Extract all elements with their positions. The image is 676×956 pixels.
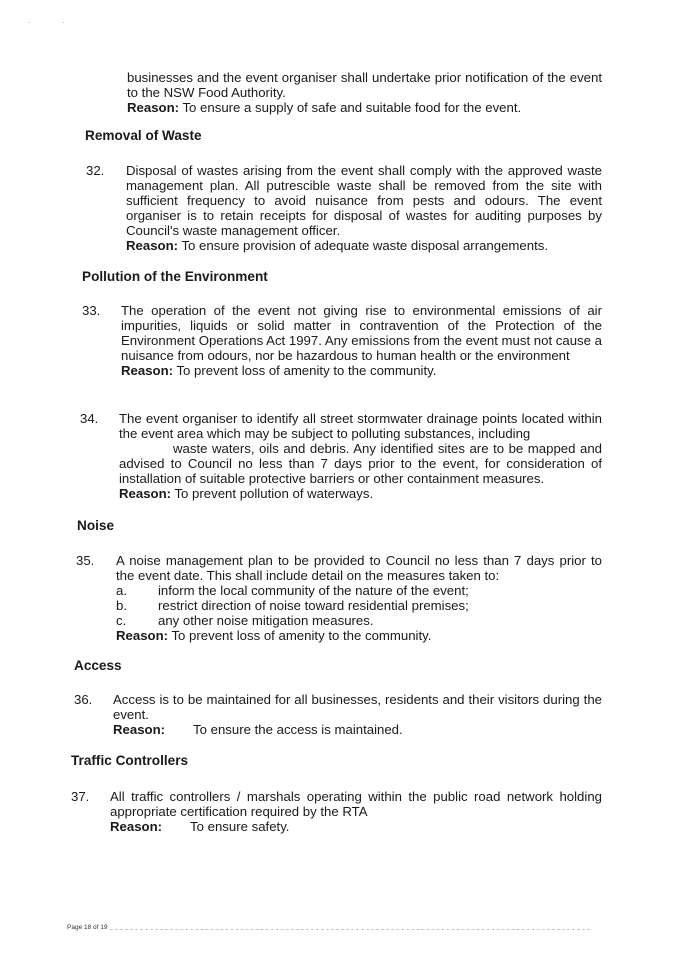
list-item: c. any other noise mitigation measures. [116, 613, 374, 628]
condition-text: A noise management plan to be provided to Council no less than 7 days prior to the event date. This shall include detail on the measures taken to: [116, 553, 602, 583]
condition-text: Disposal of wastes arising from the event shall comply with the approved waste management plan. All putrescible waste shall be removed from the site with sufficient frequency to avoid nuisance from pests and odours. The event organiser is to retain receipts for disposal of wastes for auditing purposes by Council's waste management officer. [126, 163, 602, 238]
heading-pollution-of-the-environment: Pollution of the Environment [82, 269, 268, 284]
condition-35 [116, 553, 602, 643]
condition-number: 35. [76, 553, 95, 568]
intro-block [127, 70, 602, 115]
condition-37 [110, 789, 602, 834]
condition-text: The operation of the event not giving rise to environmental emissions of air impurities, liquids or solid matter in contravention of the Protection of the Environment Operations Act 1997. Any emissions from the event must not cause a nuisance from odours, nor be hazardous to human health or the environment [121, 303, 602, 363]
condition-32 [126, 163, 602, 253]
scan-mark: · [28, 18, 31, 27]
condition-text: Access is to be maintained for all businesses, residents and their visitors during the event. [113, 692, 602, 722]
heading-removal-of-waste: Removal of Waste [85, 128, 202, 143]
condition-text: The event organiser to identify all street stormwater drainage points located within the event area which may be subject to polluting substances, including [119, 411, 602, 441]
intro-text: businesses and the event organiser shall undertake prior notification of the event to the NSW Food Authority. [127, 70, 602, 100]
condition-reason: Reason: To ensure safety. [110, 819, 290, 834]
heading-access: Access [74, 658, 122, 673]
condition-36 [113, 692, 602, 737]
condition-text-continued: waste waters, oils and debris. Any identified sites are to be mapped and advised to Council no less than 7 days prior to the event, for consideration of installation of suitable protective barriers or other containment measures. [119, 441, 602, 486]
condition-reason: Reason: To ensure the access is maintained. [113, 722, 403, 737]
condition-number: 33. [82, 303, 101, 318]
heading-noise: Noise [77, 518, 115, 533]
condition-number: 36. [74, 692, 93, 707]
condition-reason: Reason: To prevent loss of amenity to the community. [121, 363, 437, 378]
condition-reason: Reason: To prevent loss of amenity to the community. [116, 628, 432, 643]
footer-divider [110, 929, 590, 930]
condition-reason: Reason: To prevent pollution of waterways. [119, 486, 374, 501]
condition-text: All traffic controllers / marshals operating within the public road network holding appropriate certification required by the RTA [110, 789, 602, 819]
list-item: b. restrict direction of noise toward residential premises; [116, 598, 469, 613]
condition-number: 37. [71, 789, 90, 804]
heading-traffic-controllers: Traffic Controllers [71, 753, 189, 768]
scan-mark: · [62, 18, 65, 27]
list-item: a. inform the local community of the nature of the event; [116, 583, 469, 598]
condition-number: 32. [86, 163, 105, 178]
condition-reason: Reason: To ensure provision of adequate waste disposal arrangements. [126, 238, 549, 253]
page-number: Page 18 of 19 [67, 924, 108, 931]
condition-34 [119, 411, 602, 501]
intro-reason: Reason: To ensure a supply of safe and suitable food for the event. [127, 100, 522, 115]
condition-number: 34. [80, 411, 99, 426]
condition-33 [121, 303, 602, 378]
